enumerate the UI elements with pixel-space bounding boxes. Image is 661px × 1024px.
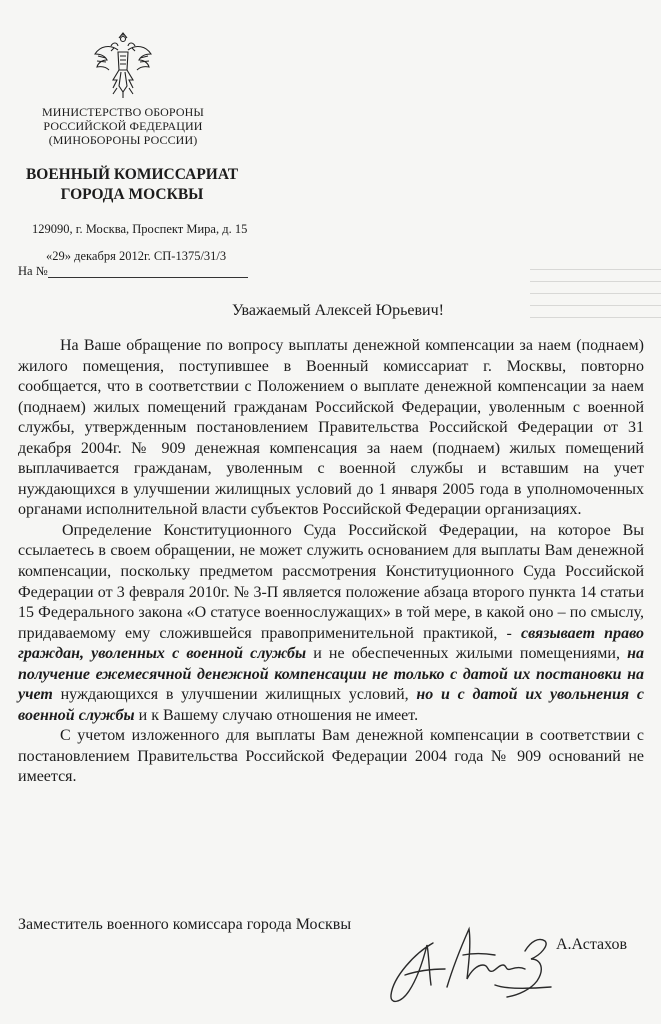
double-headed-eagle-emblem-icon <box>92 30 154 100</box>
paragraph-2-text: нуждающихся в улучшении жилищных условий, <box>52 686 417 704</box>
ministry-line: (МИНОБОРОНЫ РОССИИ) <box>48 133 198 147</box>
commissariat-title <box>18 165 246 205</box>
paragraph-2-emphasis: но и с датой их увольнения с военной службы <box>18 686 644 724</box>
paragraph-2-emphasis: связывает право граждан, уволенных с военной службы <box>18 624 645 663</box>
paragraph-2-text: и не обеспеченных жилыми помещениями, <box>306 645 628 663</box>
paragraph-1: На Ваше обращение по вопросу выплаты денежной компенсации за наем (поднаем) жилого помещения, поступившее в Военный комиссариат г. Москвы, повторно сообщается, что в соответствии с Положением о выплате денежной компенсации за наем (поднаем) жилых помещений гражданам Российской Федерации, уволенным с военной службы, утвержденным постановлением Правительства Российской Федерации от 31 декабря 2004г. № 909 денежная компенсация за наем (поднаем) жилых помещений выплачивается гражданам, уволенным с военной службы и вставшим на учет нуждающихся в улучшении жилищных условий до 1 января 2005 года в уполномоченных органами исполнительной власти субъектов Российской Федерации организациях. <box>18 337 644 519</box>
commissariat-line: ВОЕННЫЙ КОМИССАРИАТ <box>25 166 239 183</box>
ministry-header <box>42 105 204 147</box>
handwritten-signature-icon <box>375 915 565 1010</box>
salutation: Уважаемый Алексей Юрьевич! <box>232 302 444 319</box>
paragraph-3: С учетом изложенного для выплаты Вам денежной компенсации в соответствии с постановлением Правительства Российской Федерации 2004 года № 909 оснований не имеется. <box>18 727 644 786</box>
paragraph-2-text: Определение Конституционного Суда Российской Федерации, на которое Вы ссылаетесь в своем обращении, не может служить основанием для выплаты Вам денежной компенсации, поскольку предметом рассмотрения Конституционного Суда Российской Федерации от 3 февраля 2010г. № 3-П является положение абзаца второго пункта 14 статьи 15 Федерального закона «О статусе военнослужащих» в той мере, в какой оно – по смыслу, придаваемому ему сложившейся правоприменительной практикой, - <box>18 521 644 642</box>
letter-body <box>18 336 644 788</box>
sender-address: 129090, г. Москва, Проспект Мира, д. 15 <box>32 222 248 236</box>
letter-reference: «29» декабря 2012г. СП-1375/31/3 <box>46 249 227 263</box>
signer-position: Заместитель военного комиссара города Москвы <box>18 916 352 933</box>
signer-name: А.Астахов <box>556 936 628 953</box>
ministry-line: МИНИСТЕРСТВО ОБОРОНЫ <box>42 105 204 119</box>
commissariat-line: ГОРОДА МОСКВЫ <box>60 186 204 203</box>
paragraph-2 <box>18 521 644 726</box>
reply-to-label: На № <box>18 264 48 278</box>
paragraph-2-emphasis: на получение ежемесячной денежной компенсации не только с датой их постановки на учет <box>18 645 644 704</box>
paragraph-2-text: и к Вашему случаю отношения не имеет. <box>134 706 419 724</box>
ministry-line: РОССИЙСКОЙ ФЕДЕРАЦИИ <box>43 119 203 133</box>
reply-to-blank-line <box>48 277 248 278</box>
